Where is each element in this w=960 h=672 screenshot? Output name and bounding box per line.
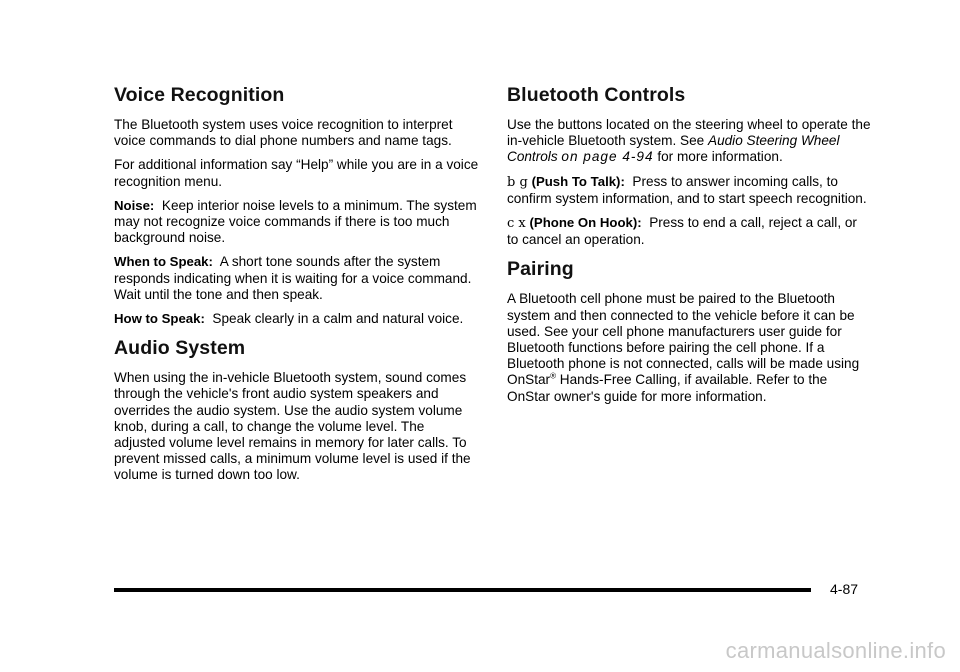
bluetooth-controls-heading: Bluetooth Controls xyxy=(507,84,686,106)
voice-help-paragraph: For additional information say “Help” while you are in a voice recognition menu. xyxy=(114,157,479,189)
when-to-speak-text: A short tone sounds after the system responds indicating when it is waiting for a voice command. Wait until the tone and then speak. xyxy=(114,254,472,302)
pairing-text-continued: Hands-Free Calling, if available. Refer to the OnStar owner's guide for more information. xyxy=(507,372,828,404)
pairing-heading: Pairing xyxy=(507,258,574,281)
noise-text: Keep interior noise levels to a minimum. The system may not recognize voice commands if there is too much background noise. xyxy=(114,197,477,246)
noise-paragraph xyxy=(114,198,479,247)
audio-system-paragraph: When using the in-vehicle Bluetooth system, sound comes through the vehicle's front audio system speakers and overrides the audio system. Use the audio system volume knob, during a call, to change the volume level. The adjusted volume level remains in memory for later calls. To prevent missed calls, a minimum volume level is used if the volume is turned down too low. xyxy=(114,370,471,483)
pairing-paragraph xyxy=(507,291,872,404)
when-to-speak-paragraph xyxy=(114,254,479,303)
controls-intro-paragraph xyxy=(507,117,872,166)
phone-on-hook-paragraph xyxy=(507,215,872,248)
audio-steering-wheel-controls-reference[interactable]: Audio Steering Wheel Controls xyxy=(507,133,840,165)
page-number: 4-87 xyxy=(830,581,859,597)
phone-on-hook-label: (Phone On Hook): xyxy=(529,215,642,231)
phone-on-hook-text: Press to end a call, reject a call, or to cancel an operation. xyxy=(507,215,857,248)
push-to-talk-paragraph xyxy=(507,174,872,207)
registered-mark: ® xyxy=(550,371,556,381)
audio-system-heading: Audio System xyxy=(114,337,246,360)
left-column xyxy=(114,84,479,492)
push-to-talk-label: (Push To Talk): xyxy=(531,173,625,189)
push-to-talk-icon: b g xyxy=(507,174,528,190)
voice-recognition-heading: Voice Recognition xyxy=(114,84,285,106)
reference-page: on page 4-94 xyxy=(561,149,654,165)
watermark: carmanualsonline.info xyxy=(725,638,946,663)
when-to-speak-label: When to Speak: xyxy=(114,254,213,270)
right-column xyxy=(507,84,872,413)
controls-intro-text: Use the buttons located on the steering wheel to operate the in-vehicle Bluetooth system. See xyxy=(507,117,871,149)
footer-rule xyxy=(114,588,811,592)
push-to-talk-text: Press to answer incoming calls, to confirm system information, and to start speech recognition. xyxy=(507,173,867,206)
voice-intro-paragraph: The Bluetooth system uses voice recognition to interpret voice commands to dial phone numbers and name tags. xyxy=(114,117,453,149)
phone-on-hook-icon: c x xyxy=(507,216,526,232)
noise-label: Noise: xyxy=(114,197,155,213)
pairing-text: A Bluetooth cell phone must be paired to the Bluetooth system and then connected to the vehicle before it can be used. See your cell phone manufacturers user guide for Bluetooth functions before pairing the cell phone. If a Bluetooth phone is not connected, calls will be made using OnStar xyxy=(507,291,860,388)
how-to-speak-label: How to Speak: xyxy=(114,311,205,327)
how-to-speak-text: Speak clearly in a calm and natural voice. xyxy=(212,311,464,327)
how-to-speak-paragraph xyxy=(114,311,479,327)
controls-intro-end: for more information. xyxy=(657,149,783,165)
